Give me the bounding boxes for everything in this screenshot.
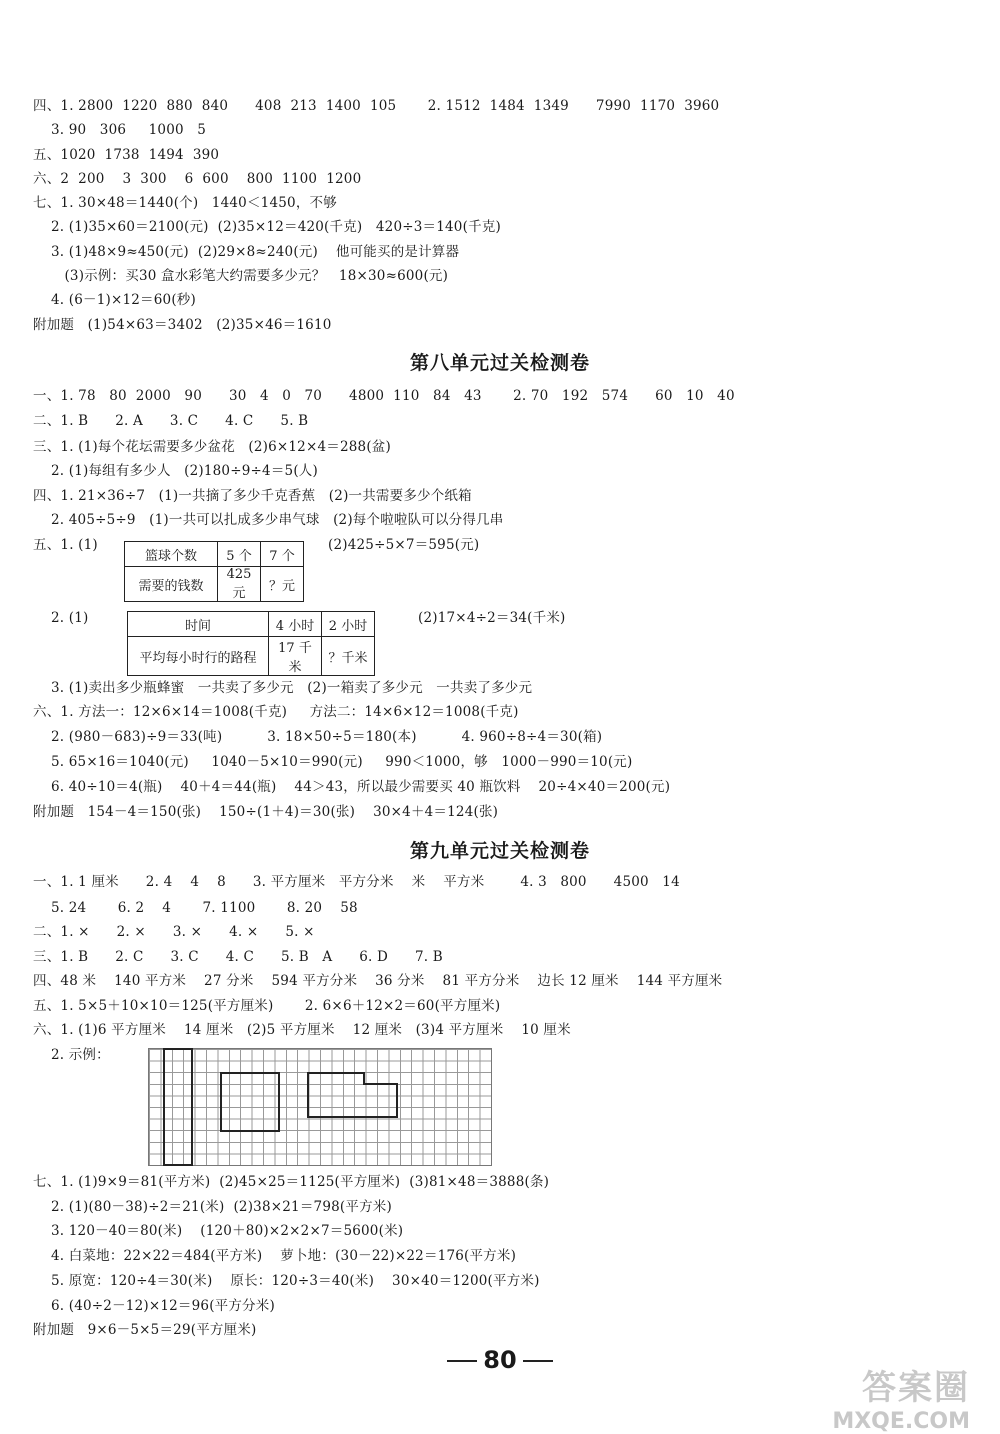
page-number-text: 80 [483, 1346, 517, 1374]
line-u8-6: 2. 405÷5÷9 (1)一共可以扎成多少串气球 (2)每个啦啦队可以分得几串 [33, 512, 504, 528]
line-s7-4: 六、2 200 3 300 6 600 800 1100 1200 [33, 171, 362, 187]
line-u8-8b: (2)17×4÷2＝34(千米) [418, 610, 566, 626]
line-u8-14: 附加题 154－4＝150(张) 150÷(1＋4)＝30(张) 30×4＋4＝124(张) [33, 804, 499, 820]
line-s7-1: 四、1. 2800 1220 880 840 408 213 1400 105 2. 1512 1484 1349 7990 1170 3960 [33, 98, 720, 114]
line-u9-12: 4. 白菜地：22×22＝484(平方米) 萝卜地：(30－22)×22＝176(平方米) [33, 1248, 517, 1264]
line-u9-13: 5. 原宽：120÷4＝30(米) 原长：120÷3＝40(米) 30×40＝1200(平方米) [33, 1273, 540, 1289]
table-cell: 4 小时 [269, 612, 322, 637]
table-cell: 时间 [128, 612, 269, 637]
unit8-title: 第八单元过关检测卷 [409, 352, 590, 374]
shape-tall-rectangle [163, 1048, 193, 1166]
line-u8-10: 六、1. 方法一：12×6×14＝1008(千克) 方法二：14×6×12＝1008(千克) [33, 704, 519, 720]
table-cell: 5 个 [218, 542, 261, 567]
line-u9-5: 四、48 米 140 平方米 27 分米 594 平方分米 36 分米 81 平方分米 边长 12 厘米 144 平方厘米 [33, 973, 723, 989]
line-s7-9: 4. (6－1)×12＝60(秒) [33, 292, 196, 308]
line-u9-11: 3. 120－40＝80(米) (120＋80)×2×2×7＝5600(米) [33, 1223, 404, 1239]
page-number-dash-right [523, 1360, 553, 1362]
line-u8-7b: (2)425÷5×7＝595(元) [328, 537, 480, 553]
line-u8-9: 3. (1)卖出多少瓶蜂蜜 一共卖了多少元 (2)一箱卖了多少元 一共卖了多少元 [33, 680, 533, 696]
line-s7-8: (3)示例：买30 盒水彩笔大约需要多少元？ 18×30≈600(元) [33, 268, 449, 284]
table-cell: 篮球个数 [125, 542, 218, 567]
line-u9-2: 5. 24 6. 2 4 7. 1100 8. 20 58 [33, 900, 358, 916]
shape-irregular-part-a [307, 1072, 365, 1118]
shape-irregular-part-b [363, 1083, 398, 1118]
line-u9-4: 三、1. B 2. C 3. C 4. C 5. B A 6. D 7. B [33, 949, 443, 965]
line-u9-8: 2. 示例： [33, 1047, 110, 1063]
table-cell: ？千米 [322, 637, 375, 676]
line-s7-5: 七、1. 30×48＝1440(个) 1440＜1450，不够 [33, 195, 337, 211]
line-u8-2: 二、1. B 2. A 3. C 4. C 5. B [33, 413, 309, 429]
line-u8-4: 2. (1)每组有多少人 (2)180÷9÷4＝5(人) [33, 463, 318, 479]
line-s7-6: 2. (1)35×60＝2100(元) (2)35×12＝420(千克) 420÷3＝140(千克) [33, 219, 501, 235]
line-u9-10: 2. (1)(80－38)÷2＝21(米) (2)38×21＝798(平方米) [33, 1199, 392, 1215]
line-u8-5: 四、1. 21×36÷7 (1)一共摘了多少千克香蕉 (2)一共需要多少个纸箱 [33, 488, 472, 504]
line-u8-11: 2. (980－683)÷9＝33(吨) 3. 18×50÷5＝180(本) 4. 960÷8÷4＝30(箱) [33, 729, 603, 745]
table-cell: 平均每小时行的路程 [128, 637, 269, 676]
line-u8-1: 一、1. 78 80 2000 90 30 4 0 70 4800 110 84 43 2. 70 192 574 60 10 40 [33, 388, 735, 404]
line-u9-3: 二、1. × 2. × 3. × 4. × 5. × [33, 924, 315, 940]
table-cell: 2 小时 [322, 612, 375, 637]
line-u8-13: 6. 40÷10＝4(瓶) 40＋4＝44(瓶) 44＞43，所以最少需要买 40 瓶饮料 20÷4×40＝200(元) [33, 779, 671, 795]
table-cell: 17 千米 [269, 637, 322, 676]
unit9-title: 第九单元过关检测卷 [409, 840, 590, 862]
table-cell: 需要的钱数 [125, 567, 218, 602]
line-u9-6: 五、1. 5×5＋10×10＝125(平方厘米) 2. 6×6＋12×2＝60(平方厘米) [33, 998, 501, 1014]
watermark-logo [820, 1360, 970, 1434]
page-number-dash-left [447, 1360, 477, 1362]
line-s7-7: 3. (1)48×9≈450(元) (2)29×8≈240(元) 他可能买的是计算器 [33, 244, 460, 260]
watermark-bottom: MXQE.COM [832, 1409, 970, 1434]
line-u9-15: 附加题 9×6－5×5＝29(平方厘米) [33, 1322, 257, 1338]
page-number [440, 1346, 560, 1374]
line-u8-12: 5. 65×16＝1040(元) 1040－5×10＝990(元) 990＜1000，够 1000－990＝10(元) [33, 754, 633, 770]
table-cell: ？元 [261, 567, 304, 602]
speed-table [127, 611, 375, 676]
table-cell: 425 元 [218, 567, 261, 602]
line-u9-9: 七、1. (1)9×9＝81(平方米) (2)45×25＝1125(平方厘米) (3)81×48＝3888(条) [33, 1174, 550, 1190]
watermark-top: 答案圈 [862, 1368, 970, 1408]
line-u8-3: 三、1. (1)每个花坛需要多少盆花 (2)6×12×4＝288(盆) [33, 439, 391, 455]
line-s7-2: 3. 90 306 1000 5 [33, 122, 207, 138]
line-u8-8a: 2. (1) [33, 610, 89, 626]
basketball-table [124, 541, 304, 602]
table-cell: 7 个 [261, 542, 304, 567]
line-s7-10: 附加题 (1)54×63＝3402 (2)35×46＝1610 [33, 317, 332, 333]
shape-irregular-bottom [307, 1116, 398, 1118]
shape-square [220, 1072, 280, 1132]
line-s7-3: 五、1020 1738 1494 390 [33, 147, 220, 163]
line-u9-7: 六、1. (1)6 平方厘米 14 厘米 (2)5 平方厘米 12 厘米 (3)4 平方厘米 10 厘米 [33, 1022, 571, 1038]
line-u8-7a: 五、1. (1) [33, 537, 98, 553]
line-u9-14: 6. (40÷2－12)×12＝96(平方分米) [33, 1298, 275, 1314]
line-u9-1: 一、1. 1 厘米 2. 4 4 8 3. 平方厘米 平方分米 米 平方米 4. 3 800 4500 14 [33, 874, 680, 890]
